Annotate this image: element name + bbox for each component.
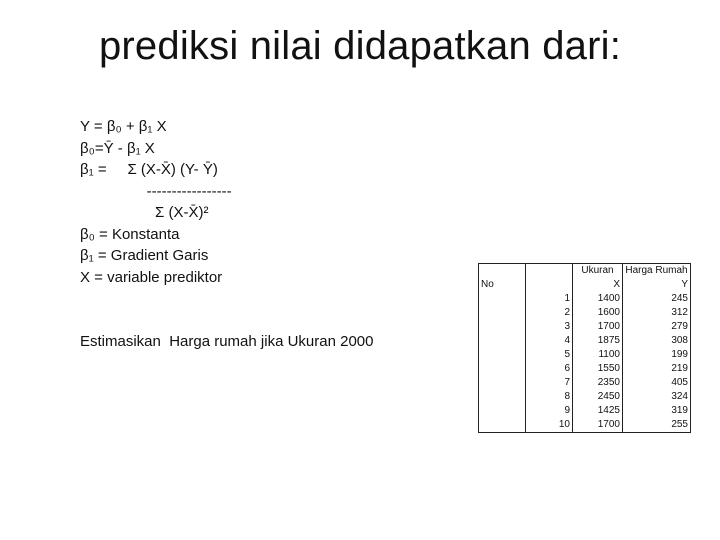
formula-block — [80, 116, 232, 288]
formula-intercept: β₀=Ȳ - β₁ X — [80, 139, 155, 157]
table-row — [479, 348, 691, 362]
header-ukuran: Ukuran — [573, 264, 623, 279]
cell-y: 279 — [623, 320, 691, 334]
data-table — [478, 263, 691, 433]
row-number: 2 — [526, 306, 573, 320]
header-cell — [479, 264, 526, 279]
table-row — [479, 306, 691, 320]
row-number: 10 — [526, 418, 573, 433]
table-row — [479, 376, 691, 390]
row-number: 7 — [526, 376, 573, 390]
cell-y: 219 — [623, 362, 691, 376]
header-cell — [526, 278, 573, 292]
header-y: Y — [623, 278, 691, 292]
row-number: 3 — [526, 320, 573, 334]
cell-x: 1700 — [573, 418, 623, 433]
cell-x: 2450 — [573, 390, 623, 404]
cell-y: 312 — [623, 306, 691, 320]
header-x: X — [573, 278, 623, 292]
table-row — [479, 362, 691, 376]
definition-slope: β₁ = Gradient Garis — [80, 247, 209, 264]
row-number: 4 — [526, 334, 573, 348]
cell-y: 319 — [623, 404, 691, 418]
cell-y: 199 — [623, 348, 691, 362]
header-harga-rumah: Harga Rumah — [623, 264, 691, 279]
table-row — [479, 320, 691, 334]
cell-x: 1875 — [573, 334, 623, 348]
table-header-row — [479, 278, 691, 292]
cell-y: 255 — [623, 418, 691, 433]
row-number: 8 — [526, 390, 573, 404]
definition-intercept: β₀ = Konstanta — [80, 225, 180, 243]
table-header-row — [479, 264, 691, 279]
table-row — [479, 418, 691, 433]
row-number: 9 — [526, 404, 573, 418]
definition-predictor: X = variable prediktor — [80, 268, 223, 286]
table-row — [479, 334, 691, 348]
cell-y: 245 — [623, 292, 691, 306]
formula-slope-denominator: Σ (X-X̄)² — [80, 204, 209, 221]
table-row — [479, 292, 691, 306]
cell-x: 1550 — [573, 362, 623, 376]
row-number: 1 — [526, 292, 573, 306]
cell-y: 324 — [623, 390, 691, 404]
formula-slope-numerator: β₁ = Σ (X-X̄) (Y- Ȳ) — [80, 161, 218, 178]
row-number: 5 — [526, 348, 573, 362]
cell-x: 1400 — [573, 292, 623, 306]
header-no: No — [479, 278, 526, 292]
formula-fraction-bar: ----------------- — [80, 182, 232, 200]
table-row — [479, 390, 691, 404]
table-row — [479, 404, 691, 418]
cell-x: 1700 — [573, 320, 623, 334]
cell-x: 2350 — [573, 376, 623, 390]
formula-regression-equation: Y = β₀ + β₁ X — [80, 118, 167, 135]
cell-x: 1100 — [573, 348, 623, 362]
cell-y: 308 — [623, 334, 691, 348]
header-cell — [526, 264, 573, 279]
task-statement: Estimasikan Harga rumah jika Ukuran 2000 — [80, 333, 374, 350]
slide-title: prediksi nilai didapatkan dari: — [98, 24, 622, 68]
cell-x: 1600 — [573, 306, 623, 320]
cell-y: 405 — [623, 376, 691, 390]
cell-x: 1425 — [573, 404, 623, 418]
row-number: 6 — [526, 362, 573, 376]
